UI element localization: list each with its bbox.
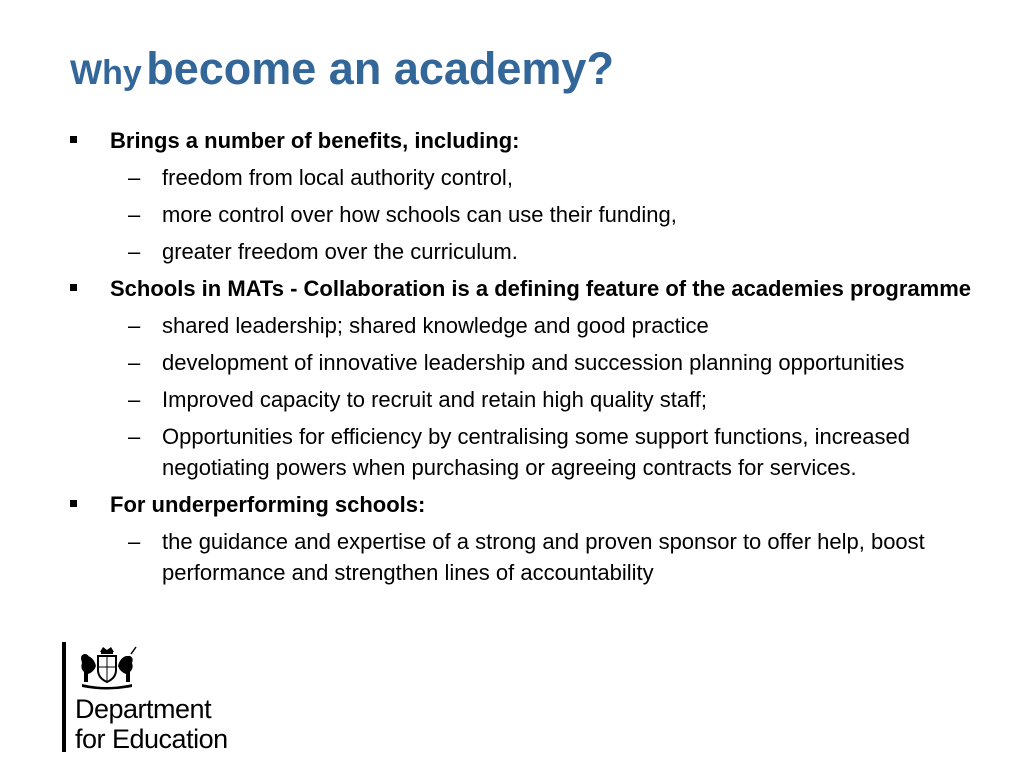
list-item-text: greater freedom over the curriculum. bbox=[162, 239, 518, 264]
logo-rule bbox=[62, 642, 66, 752]
bullet-list bbox=[70, 125, 990, 594]
dash-bullet-icon: – bbox=[128, 165, 141, 190]
org-name-line-1: Department bbox=[75, 694, 212, 724]
list-item bbox=[70, 526, 990, 588]
square-bullet-icon bbox=[70, 284, 77, 291]
list-item-text: Improved capacity to recruit and retain high quality staff; bbox=[162, 387, 707, 412]
list-item-text: freedom from local authority control, bbox=[162, 165, 513, 190]
royal-crest-icon bbox=[76, 644, 138, 690]
dash-bullet-icon: – bbox=[128, 387, 141, 412]
section-heading-underperforming bbox=[70, 489, 990, 520]
section-heading-text: Brings a number of benefits, including: bbox=[110, 128, 520, 153]
slide-title bbox=[70, 43, 614, 94]
section-heading-benefits bbox=[70, 125, 990, 156]
list-item-text: more control over how schools can use their funding, bbox=[162, 202, 677, 227]
organisation-name bbox=[75, 694, 228, 754]
list-item-text: development of innovative leadership and succession planning opportunities bbox=[162, 350, 905, 375]
list-item bbox=[70, 199, 990, 230]
dash-bullet-icon: – bbox=[128, 313, 141, 338]
section-heading-mats bbox=[70, 273, 990, 304]
dash-bullet-icon: – bbox=[128, 239, 141, 264]
org-name-line-2: for Education bbox=[75, 724, 228, 754]
square-bullet-icon bbox=[70, 500, 77, 507]
list-item-text: Opportunities for efficiency by centralising some support functions, increased negotiating powers when purchasing or agreeing contracts for services. bbox=[162, 424, 910, 480]
title-part-main: become an academy? bbox=[146, 43, 614, 94]
section-heading-text: For underperforming schools: bbox=[110, 492, 426, 517]
section-heading-text: Schools in MATs - Collaboration is a defining feature of the academies programme bbox=[110, 276, 971, 301]
dash-bullet-icon: – bbox=[128, 424, 141, 449]
dash-bullet-icon: – bbox=[128, 529, 141, 554]
square-bullet-icon bbox=[70, 136, 77, 143]
dash-bullet-icon: – bbox=[128, 202, 141, 227]
list-item bbox=[70, 162, 990, 193]
title-part-why: Why bbox=[70, 54, 142, 92]
list-item bbox=[70, 421, 990, 483]
list-item bbox=[70, 384, 990, 415]
list-item-text: the guidance and expertise of a strong and proven sponsor to offer help, boost performance and strengthen lines of accountability bbox=[162, 529, 925, 585]
dfe-logo bbox=[62, 642, 262, 754]
dash-bullet-icon: – bbox=[128, 350, 141, 375]
list-item-text: shared leadership; shared knowledge and good practice bbox=[162, 313, 709, 338]
list-item bbox=[70, 310, 990, 341]
list-item bbox=[70, 236, 990, 267]
list-item bbox=[70, 347, 990, 378]
